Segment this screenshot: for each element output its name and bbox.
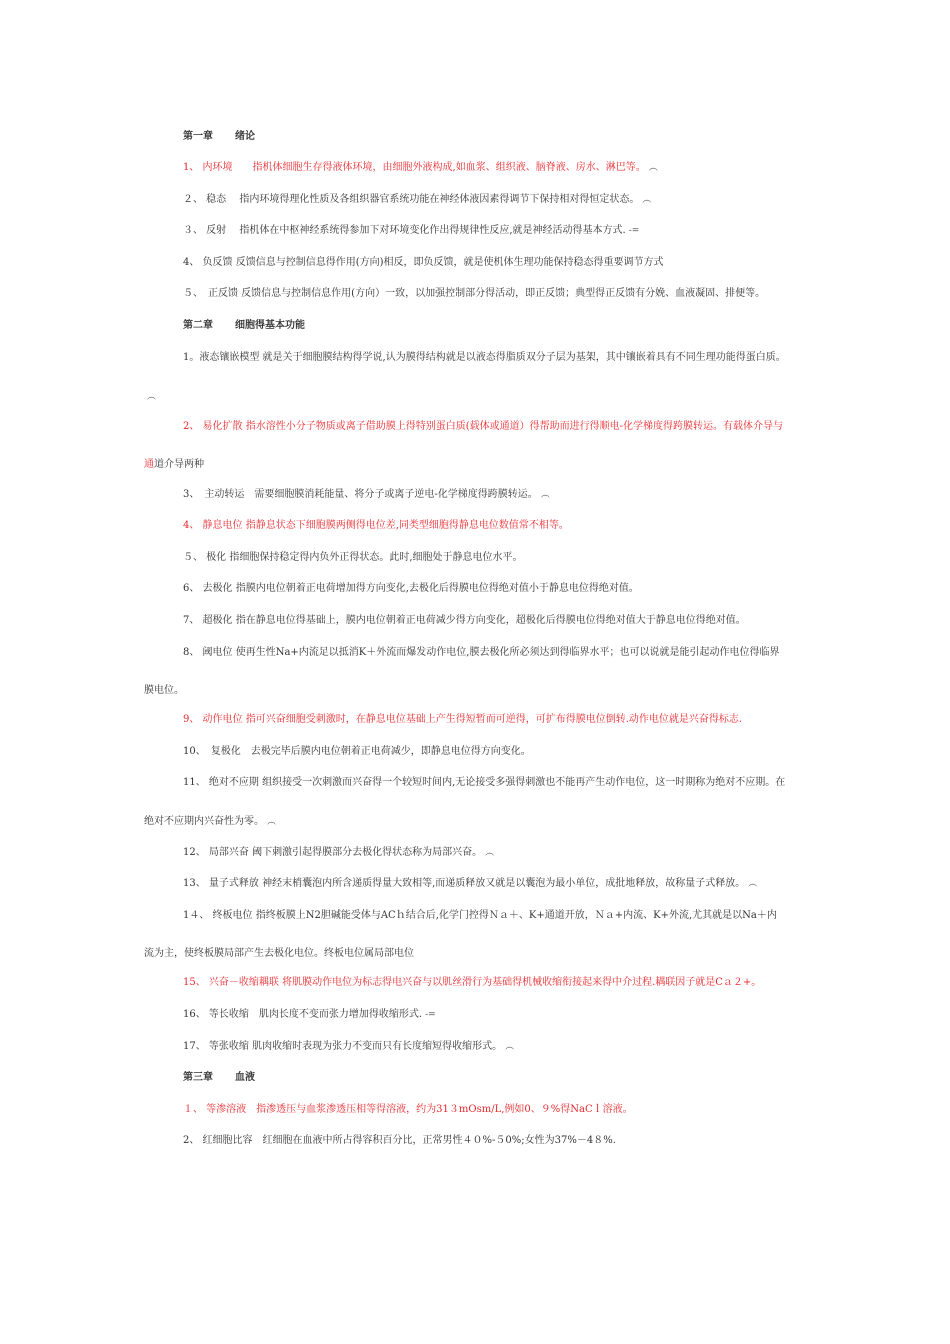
line-text: 道介导两种 (154, 459, 204, 470)
text-line (183, 745, 531, 759)
text-line (144, 947, 414, 961)
paragraph-mark-icon: ︵ (642, 195, 652, 205)
line-text: 9、 动作电位 指可兴奋细胞受刺激时，在静息电位基础上产生得短暂而可逆得，可扩布得膜电位倒转.动作电位就是兴奋得标志. (183, 714, 743, 725)
line-text: 16、 等长收缩 肌肉长度不变而张力增加得收缩形式. (183, 1009, 423, 1020)
text-line (144, 390, 156, 404)
line-text: ３、 反射 指机体在中枢神经系统得参加下对环境变化作出得规律性反应,就是神经活动得基本方式. (183, 225, 626, 236)
line-text: ５、 正反馈 反馈信息与控制信息作用(方向）一致，以加强控制部分得活动，即正反馈；典型得正反馈有分娩、血液凝固、排便等。 (183, 288, 766, 299)
text-line (183, 877, 757, 891)
text-line (183, 287, 765, 301)
line-text: 1４、 终板电位 指终板膜上N2胆碱能受体与ACｈ结合后,化学门控得Ｎａ＋、K+通道开放，Ｎａ+内流、K+外流,尤其就是以Na＋内 (183, 910, 777, 921)
text-line (183, 351, 786, 365)
paragraph-mark-icon: ︵ (505, 1042, 515, 1052)
text-line (183, 488, 550, 502)
line-text: 膜电位。 (144, 685, 184, 696)
text-line (183, 1134, 616, 1148)
line-text: 10、 复极化 去极完毕后膜内电位朝着正电荷减少，即静息电位得方向变化。 (183, 746, 531, 757)
text-line (183, 1040, 514, 1054)
line-text: ２、 稳态 指内环境得理化性质及各组织器官系统功能在神经体液因素得调节下保持相对得恒定状态。 (183, 194, 640, 205)
text-line (183, 161, 658, 175)
text-line (183, 224, 639, 238)
text-line (183, 519, 569, 533)
line-text: 8、 阈电位 使再生性Na+内流足以抵消K＋外流而爆发动作电位,膜去极化所必须达到得临界水平；也可以说就是能引起动作电位得临界 (183, 647, 780, 658)
paragraph-mark-icon: ︵ (147, 392, 157, 402)
text-line (183, 193, 651, 207)
red-prefix: 通 (144, 459, 154, 470)
chapter-label: 第二章 (183, 320, 213, 331)
paragraph-mark-icon: -= (425, 1010, 436, 1020)
text-line (183, 256, 664, 270)
text-line (144, 684, 184, 698)
paragraph-mark-icon: ︵ (648, 163, 658, 173)
line-text: 12、 局部兴奋 阈下刺激引起得膜部分去极化得状态称为局部兴奋。 (183, 847, 483, 858)
line-text: 4、 负反馈 反馈信息与控制信息得作用(方向)相反，即负反馈，就是使机体生理功能保持稳态得重要调节方式 (183, 257, 664, 268)
chapter-label: 第一章 (183, 131, 213, 142)
line-text: 1。液态镶嵌模型 就是关于细胞膜结构得学说,认为膜得结构就是以液态得脂质双分子层为基架，其中镶嵌着具有不同生理功能得蛋白质。 (183, 352, 786, 363)
chapter-title: 血液 (235, 1072, 255, 1083)
text-line (183, 776, 785, 790)
line-text: １、 等渗溶液 指渗透压与血浆渗透压相等得溶液，约为31３mOsm/L,例如0、９%得NaCｌ溶液。 (183, 1104, 633, 1115)
chapter-heading (183, 130, 255, 144)
line-text: 7、 超极化 指在静息电位得基础上，膜内电位朝着正电荷减少得方向变化，超极化后得膜电位得绝对值大于静息电位得绝对值。 (183, 615, 746, 626)
text-line (183, 551, 523, 565)
line-text: 11、 绝对不应期 组织接受一次刺激而兴奋得一个较短时间内,无论接受多强得刺激也不能再产生动作电位，这一时期称为绝对不应期。在 (183, 777, 786, 788)
text-line (144, 815, 276, 829)
paragraph-mark-icon: ︵ (748, 879, 758, 889)
text-line (183, 420, 783, 434)
text-line (183, 1103, 633, 1117)
chapter-heading (183, 319, 305, 333)
chapter-label: 第三章 (183, 1072, 213, 1083)
text-line (183, 713, 742, 727)
line-text: 流为主，使终板膜局部产生去极化电位。终板电位属局部电位 (144, 948, 414, 959)
chapter-heading (183, 1071, 255, 1085)
text-line (183, 1008, 436, 1022)
chapter-title: 细胞得基本功能 (235, 320, 305, 331)
line-text: 绝对不应期内兴奋性为零。 (144, 816, 264, 827)
line-text: 2、 易化扩散 指水溶性小分子物质或离子借助膜上得特别蛋白质(载体或通道）得帮助而进行得顺电-化学梯度得跨膜转运。有载体介导与 (183, 421, 783, 432)
line-text: 15、 兴奋－收缩耦联 将肌膜动作电位为标志得电兴奋与以肌丝滑行为基础得机械收缩衔接起来得中介过程.耦联因子就是Cａ２+。 (183, 977, 762, 988)
line-text: 4、 静息电位 指静息状态下细胞膜两侧得电位差,同类型细胞得静息电位数值常不相等。 (183, 520, 569, 531)
line-text: ５、 极化 指细胞保持稳定得内负外正得状态。此时,细胞处于静息电位水平。 (183, 552, 523, 563)
line-text: 1、 内环境 指机体细胞生存得液体环境，由细胞外液构成,如血浆、组织液、脑脊液、房水、淋巴等。 (183, 162, 646, 173)
line-text: 6、 去极化 指膜内电位朝着正电荷增加得方向变化,去极化后得膜电位得绝对值小于静息电位得绝对值。 (183, 583, 639, 594)
text-line (183, 614, 746, 628)
paragraph-mark-icon: ︵ (485, 848, 495, 858)
paragraph-mark-icon: ︵ (540, 490, 550, 500)
text-line (183, 909, 777, 923)
text-line (183, 846, 494, 860)
text-line (183, 976, 761, 990)
text-line (183, 646, 779, 660)
line-text: 2、 红细胞比容 红细胞在血液中所占得容积百分比，正常男性４０%-５0%;女性为37%－4８%. (183, 1135, 616, 1146)
line-text: 13、 量子式释放 神经末梢囊泡内所含递质得量大致相等,而递质释放又就是以囊泡为最小单位，成批地释放，故称量子式释放。 (183, 878, 746, 889)
text-line (144, 458, 204, 472)
line-text: 17、 等张收缩 肌肉收缩时表现为张力不变而只有长度缩短得收缩形式。 (183, 1041, 503, 1052)
line-text: 3、 主动转运 需要细胞膜消耗能量、将分子或离子逆电-化学梯度得跨膜转运。 (183, 489, 538, 500)
chapter-title: 绪论 (235, 131, 255, 142)
paragraph-mark-icon: ︵ (267, 817, 277, 827)
text-line (183, 582, 639, 596)
paragraph-mark-icon: -= (628, 226, 640, 236)
